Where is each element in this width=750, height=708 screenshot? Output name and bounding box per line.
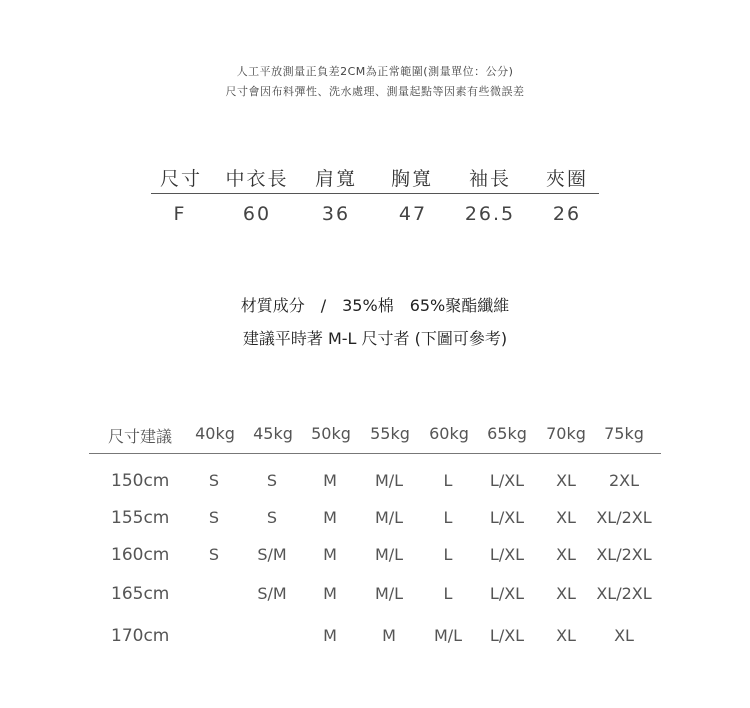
size-header-size: 尺寸 — [159, 168, 203, 190]
weight-header: 75kg — [604, 424, 644, 443]
size-cell: S — [208, 508, 220, 527]
size-header-chest: 胸寬 — [390, 168, 434, 190]
size-header-armhole: 夾圈 — [545, 168, 589, 190]
size-value-armhole: 26 — [552, 203, 582, 225]
size-cell: XL — [556, 545, 576, 564]
size-value-sleeve: 26.5 — [464, 203, 516, 225]
size-header-sleeve: 袖長 — [468, 168, 512, 190]
weight-header: 50kg — [311, 424, 351, 443]
weight-header: 70kg — [546, 424, 586, 443]
size-cell: M/L — [374, 508, 404, 527]
size-cell: L/XL — [489, 584, 525, 603]
size-cell: M/L — [374, 584, 404, 603]
size-cell: XL/2XL — [596, 508, 652, 527]
size-value-length: 60 — [242, 203, 272, 225]
size-table-divider — [151, 193, 599, 194]
size-cell: XL — [556, 508, 576, 527]
size-cell: S/M — [257, 584, 287, 603]
size-cell: S — [266, 508, 278, 527]
weight-header: 55kg — [370, 424, 410, 443]
row-height-label: 155cm — [111, 508, 170, 528]
size-cell: M/L — [374, 471, 404, 490]
size-cell: L — [443, 584, 453, 603]
size-cell: S — [208, 545, 220, 564]
measurement-note-1: 人工平放測量正負差2CM為正常範圍(測量單位：公分) — [236, 65, 514, 78]
size-cell: S/M — [257, 545, 287, 564]
size-cell: L/XL — [489, 508, 525, 527]
recommend-corner-label: 尺寸建議 — [108, 427, 173, 446]
weight-header: 60kg — [429, 424, 469, 443]
size-cell: XL — [556, 471, 576, 490]
size-cell: XL/2XL — [596, 545, 652, 564]
fit-recommendation: 建議平時著 M-L 尺寸者 (下圖可參考) — [242, 329, 508, 348]
recommend-table-divider — [89, 453, 661, 454]
weight-header: 45kg — [253, 424, 293, 443]
size-cell: L — [443, 471, 453, 490]
size-value-shoulder: 36 — [321, 203, 351, 225]
size-cell: L/XL — [489, 626, 525, 645]
row-height-label: 160cm — [111, 545, 170, 565]
size-cell: 2XL — [608, 471, 640, 490]
weight-header: 40kg — [195, 424, 235, 443]
material-composition: 材質成分 / 35%棉 65%聚酯纖維 — [240, 296, 510, 315]
size-cell: L — [443, 545, 453, 564]
size-cell: M — [382, 626, 396, 645]
size-cell: L/XL — [489, 471, 525, 490]
size-cell: M — [323, 626, 337, 645]
size-cell: M — [323, 545, 337, 564]
size-cell: XL/2XL — [596, 584, 652, 603]
size-cell: XL — [556, 584, 576, 603]
size-header-length: 中衣長 — [225, 168, 289, 190]
size-cell: M/L — [374, 545, 404, 564]
row-height-label: 165cm — [111, 584, 170, 604]
measurement-note-2: 尺寸會因布料彈性、洗水處理、測量起點等因素有些微誤差 — [225, 85, 525, 98]
size-cell: M/L — [433, 626, 463, 645]
size-cell: XL — [614, 626, 634, 645]
weight-header: 65kg — [487, 424, 527, 443]
size-cell: L — [443, 508, 453, 527]
size-cell: XL — [556, 626, 576, 645]
size-cell: M — [323, 508, 337, 527]
row-height-label: 170cm — [111, 626, 170, 646]
size-cell: M — [323, 584, 337, 603]
size-cell: L/XL — [489, 545, 525, 564]
size-cell: S — [266, 471, 278, 490]
size-value-chest: 47 — [398, 203, 428, 225]
size-header-shoulder: 肩寬 — [314, 168, 358, 190]
size-cell: M — [323, 471, 337, 490]
size-value-size: F — [173, 203, 187, 225]
row-height-label: 150cm — [111, 471, 170, 491]
size-cell: S — [208, 471, 220, 490]
